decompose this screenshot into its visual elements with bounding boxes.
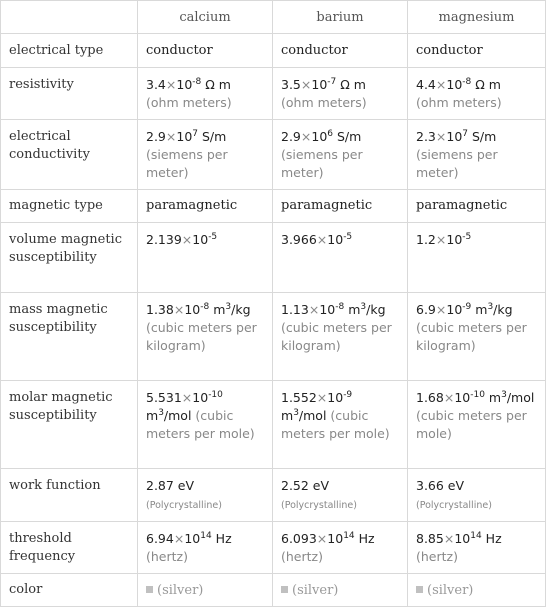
base: 10 [446, 77, 463, 92]
mantissa: 2.3 [416, 129, 436, 144]
mantissa: 4.4 [416, 77, 436, 92]
exponent: -7 [327, 76, 337, 87]
base: 10 [311, 77, 328, 92]
unit: S/m [337, 129, 362, 144]
base: 10 [192, 232, 209, 247]
row-electrical-conductivity [1, 120, 546, 190]
mantissa: 2.9 [281, 129, 301, 144]
row-threshold-frequency [1, 522, 546, 574]
unit: m [488, 390, 502, 405]
header-calcium: calcium [138, 1, 273, 34]
cell-calcium [138, 381, 273, 469]
unit: Ω m [340, 77, 366, 92]
unit: m [475, 302, 488, 317]
cell-barium [273, 68, 408, 120]
cell-calcium [138, 120, 273, 190]
row-color [1, 574, 546, 607]
row-resistivity [1, 68, 546, 120]
base: 10 [319, 302, 336, 317]
base: 10 [192, 390, 209, 405]
header-row [1, 1, 546, 34]
exponent: -10 [208, 389, 223, 400]
mantissa: 3.966 [281, 232, 317, 247]
base: 10 [184, 531, 201, 546]
unit: m [348, 302, 361, 317]
row-label: volume magnetic susceptibility [1, 223, 138, 293]
row-label: work function [1, 469, 138, 522]
exponent: -5 [462, 231, 472, 242]
cell-barium [273, 120, 408, 190]
unit-description: (hertz) [146, 549, 188, 564]
cell-barium [273, 223, 408, 293]
base: 10 [184, 302, 201, 317]
unit: S/m [202, 129, 227, 144]
unit: Ω m [205, 77, 231, 92]
row-label: color [1, 574, 138, 607]
mantissa: 6.94 [146, 531, 174, 546]
times: × [316, 390, 328, 405]
unit-description: (siemens per meter) [146, 147, 228, 180]
exponent: -9 [462, 301, 472, 312]
exponent: 7 [192, 128, 199, 139]
exponent: -9 [343, 389, 353, 400]
cell-barium [273, 469, 408, 522]
color-name: (silver) [292, 583, 339, 598]
unit-description: (cubic meters per kilogram) [146, 320, 257, 353]
exponent: -10 [470, 389, 485, 400]
base: 10 [327, 390, 344, 405]
unit-description: (cubic meters per mole) [146, 408, 255, 441]
cell-magnesium [408, 469, 546, 522]
unit-description: (ohm meters) [416, 95, 502, 110]
cell-calcium: conductor [138, 34, 273, 68]
times: × [173, 531, 185, 546]
cell-barium [273, 522, 408, 574]
cell-magnesium [408, 293, 546, 381]
exponent: -5 [208, 231, 218, 242]
color-name: (silver) [427, 583, 474, 598]
cell-magnesium [408, 68, 546, 120]
exponent: 14 [343, 530, 355, 541]
color-swatch [416, 586, 423, 593]
qualifier: (Polycrystalline) [146, 500, 222, 511]
cell-barium [273, 381, 408, 469]
times: × [443, 531, 455, 546]
row-label: electrical conductivity [1, 120, 138, 190]
base: 10 [446, 232, 463, 247]
mantissa: 8.85 [416, 531, 444, 546]
mantissa: 3.4 [146, 77, 166, 92]
times: × [300, 77, 312, 92]
cell-calcium: paramagnetic [138, 190, 273, 223]
unit-exponent: 3 [158, 407, 164, 418]
value: 3.66 eV [416, 478, 465, 493]
unit: m [281, 408, 294, 423]
exponent: -8 [192, 76, 202, 87]
cell-magnesium [408, 120, 546, 190]
times: × [181, 232, 193, 247]
base: 10 [176, 129, 193, 144]
header-empty [1, 1, 138, 34]
times: × [173, 302, 185, 317]
cell-calcium [138, 68, 273, 120]
mantissa: 6.093 [281, 531, 317, 546]
base: 10 [446, 302, 463, 317]
unit-exponent: 3 [225, 301, 232, 312]
mantissa: 2.139 [146, 232, 182, 247]
unit-exponent: 3 [487, 301, 494, 312]
times: × [435, 232, 447, 247]
mantissa: 5.531 [146, 390, 182, 405]
unit-exponent: 3 [360, 301, 367, 312]
mantissa: 3.5 [281, 77, 301, 92]
cell-magnesium: conductor [408, 34, 546, 68]
unit-description: (cubic meters per kilogram) [416, 320, 527, 353]
color-name: (silver) [157, 583, 204, 598]
times: × [165, 129, 177, 144]
cell-barium: conductor [273, 34, 408, 68]
base: 10 [327, 531, 344, 546]
exponent: 6 [327, 128, 334, 139]
cell-barium: paramagnetic [273, 190, 408, 223]
cell-barium [273, 574, 408, 607]
unit-exponent: 3 [293, 407, 299, 418]
cell-magnesium [408, 223, 546, 293]
base: 10 [327, 232, 344, 247]
unit-denominator: /mol [298, 408, 327, 423]
cell-magnesium [408, 574, 546, 607]
row-mass-magnetic-susceptibility [1, 293, 546, 381]
cell-calcium [138, 574, 273, 607]
row-molar-magnetic-susceptibility [1, 381, 546, 469]
cell-calcium [138, 293, 273, 381]
row-label: threshold frequency [1, 522, 138, 574]
unit-exponent: 3 [501, 389, 507, 400]
cell-magnesium [408, 381, 546, 469]
unit-denominator: /kg [493, 302, 513, 317]
value: 2.87 eV [146, 478, 195, 493]
mantissa: 2.9 [146, 129, 166, 144]
times: × [435, 77, 447, 92]
row-label: magnetic type [1, 190, 138, 223]
color-swatch [146, 586, 153, 593]
row-electrical-type [1, 34, 546, 68]
row-label: mass magnetic susceptibility [1, 293, 138, 381]
unit-description: (cubic meters per mole) [281, 408, 390, 441]
unit-description: (siemens per meter) [281, 147, 363, 180]
cell-calcium [138, 469, 273, 522]
times: × [308, 302, 320, 317]
unit-denominator: /kg [231, 302, 251, 317]
base: 10 [311, 129, 328, 144]
exponent: -8 [200, 301, 210, 312]
exponent: 14 [470, 530, 482, 541]
cell-magnesium [408, 522, 546, 574]
mantissa: 1.13 [281, 302, 309, 317]
qualifier: (Polycrystalline) [281, 500, 357, 511]
value: 2.52 eV [281, 478, 330, 493]
cell-calcium [138, 223, 273, 293]
unit-description: (siemens per meter) [416, 147, 498, 180]
exponent: 7 [462, 128, 469, 139]
cell-barium [273, 293, 408, 381]
times: × [300, 129, 312, 144]
row-label: resistivity [1, 68, 138, 120]
unit: Hz [215, 531, 232, 546]
base: 10 [454, 390, 471, 405]
exponent: -8 [335, 301, 345, 312]
base: 10 [446, 129, 463, 144]
row-magnetic-type [1, 190, 546, 223]
unit-description: (hertz) [281, 549, 323, 564]
unit-description: (hertz) [416, 549, 458, 564]
unit: Hz [485, 531, 502, 546]
unit: m [213, 302, 226, 317]
mantissa: 1.68 [416, 390, 444, 405]
unit-description: (cubic meters per mole) [416, 408, 527, 441]
unit-denominator: /kg [366, 302, 386, 317]
mantissa: 1.38 [146, 302, 174, 317]
times: × [165, 77, 177, 92]
row-work-function [1, 469, 546, 522]
base: 10 [176, 77, 193, 92]
unit: S/m [472, 129, 497, 144]
mantissa: 1.2 [416, 232, 436, 247]
unit-description: (ohm meters) [281, 95, 367, 110]
times: × [181, 390, 193, 405]
times: × [435, 129, 447, 144]
row-label: electrical type [1, 34, 138, 68]
row-volume-magnetic-susceptibility [1, 223, 546, 293]
qualifier: (Polycrystalline) [416, 500, 492, 511]
header-barium: barium [273, 1, 408, 34]
exponent: -5 [343, 231, 353, 242]
times: × [443, 390, 455, 405]
unit-denominator: /mol [163, 408, 192, 423]
times: × [435, 302, 447, 317]
row-label: molar magnetic susceptibility [1, 381, 138, 469]
exponent: 14 [200, 530, 212, 541]
unit: Hz [358, 531, 375, 546]
cell-calcium [138, 522, 273, 574]
unit-description: (cubic meters per kilogram) [281, 320, 392, 353]
exponent: -8 [462, 76, 472, 87]
times: × [316, 232, 328, 247]
unit: m [146, 408, 159, 423]
unit-denominator: /mol [506, 390, 535, 405]
base: 10 [454, 531, 471, 546]
mantissa: 6.9 [416, 302, 436, 317]
unit: Ω m [475, 77, 501, 92]
times: × [316, 531, 328, 546]
unit-description: (ohm meters) [146, 95, 232, 110]
mantissa: 1.552 [281, 390, 317, 405]
cell-magnesium: paramagnetic [408, 190, 546, 223]
header-magnesium: magnesium [408, 1, 546, 34]
color-swatch [281, 586, 288, 593]
